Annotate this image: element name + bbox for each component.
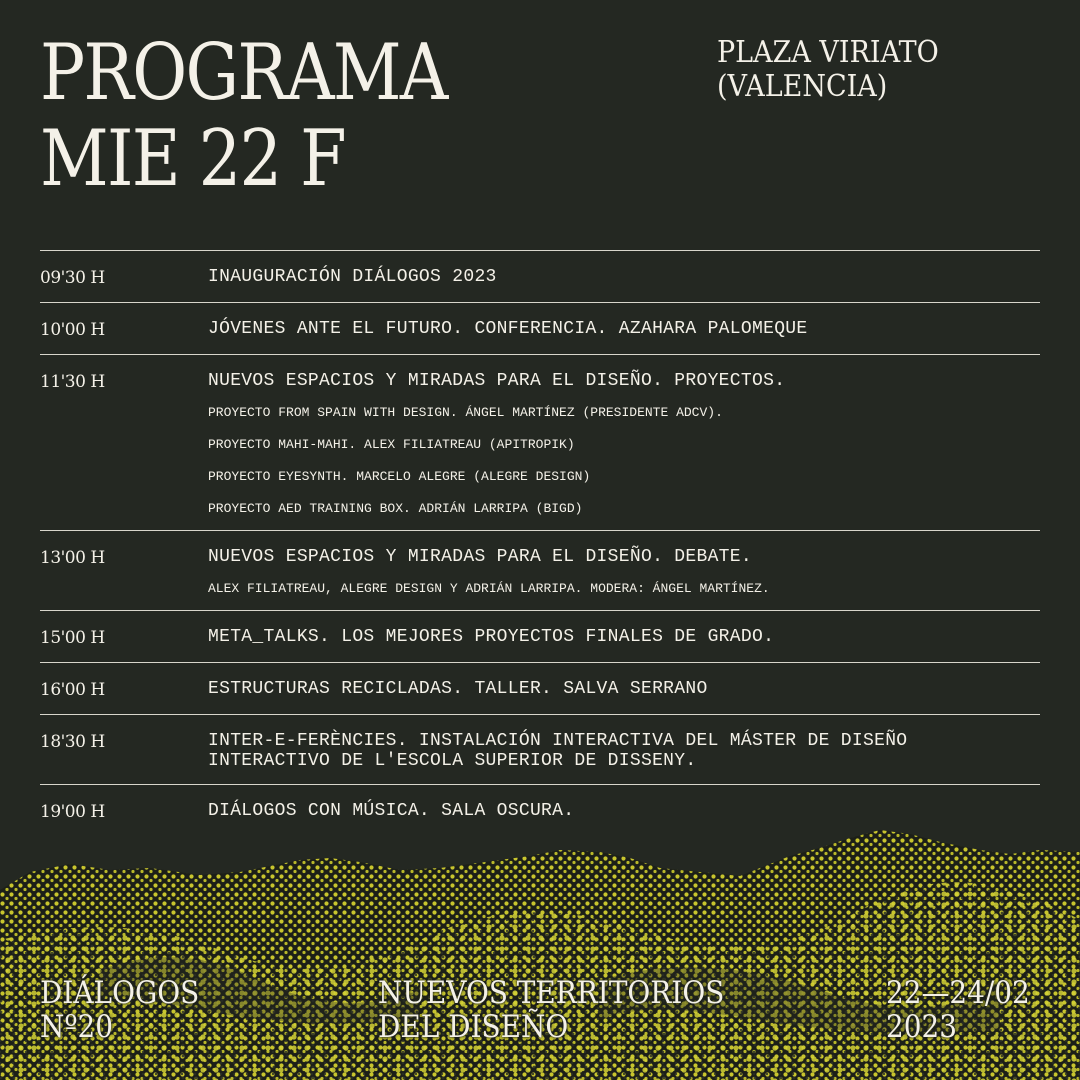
event-time: 15'00 H [40,628,105,648]
footer-theme [378,976,724,1044]
program-title-line1: PROGRAMA [40,28,447,118]
schedule-row [40,355,1040,531]
schedule-row [40,611,1040,663]
event-title: ESTRUCTURAS RECICLADAS. TALLER. SALVA SERRANO [208,679,708,699]
event-time: 16'00 H [40,680,105,700]
event-content [208,627,1040,649]
event-time: 09'30 H [40,268,105,288]
footer-theme-line1: NUEVOS TERRITORIOS [378,975,725,1011]
schedule-row [40,251,1040,303]
event-title: INAUGURACIÓN DIÁLOGOS 2023 [208,267,497,287]
event-content [208,679,1040,701]
event-time: 11'30 H [40,372,105,392]
venue-line1: PLAZA VIRIATO [717,35,939,70]
program-title-line2: MIE 22 F [40,114,345,204]
event-detail: PROYECTO AED TRAINING BOX. ADRIÁN LARRIPA (BIGD) [208,501,583,516]
schedule-row [40,303,1040,355]
footer-theme-line2: DEL DISEÑO [378,1009,569,1045]
program-title [40,30,447,202]
venue-line2: (VALENCIA) [717,69,888,104]
event-content [208,547,1040,597]
event-detail: PROYECTO MAHI-MAHI. ALEX FILIATREAU (APITROPIK) [208,437,575,452]
footer-dates-line2: 2023 [886,1009,958,1045]
event-time: 13'00 H [40,548,105,568]
schedule-table [40,250,1040,836]
event-content [208,371,1040,517]
event-title: NUEVOS ESPACIOS Y MIRADAS PARA EL DISEÑO. PROYECTOS. [208,371,786,391]
event-details [208,405,1040,517]
event-details [208,581,1040,597]
schedule-row [40,663,1040,715]
event-title: DIÁLOGOS CON MÚSICA. SALA OSCURA. [208,801,575,821]
event-time: 19'00 H [40,802,105,822]
schedule-row [40,531,1040,611]
event-time: 10'00 H [40,320,105,340]
venue [717,36,939,104]
event-content [208,267,1040,289]
event-title: META_TALKS. LOS MEJORES PROYECTOS FINALES DE GRADO. [208,627,775,647]
event-title: INTER-E-FERÈNCIES. INSTALACIÓN INTERACTIVA DEL MÁSTER DE DISEÑO INTERACTIVO DE L'ESCOLA SUPERIOR DE DISSENY. [208,731,908,771]
footer-edition-line1: DIÁLOGOS [40,975,200,1011]
footer-edition-line2: Nº20 [40,1009,114,1045]
event-detail: PROYECTO EYESYNTH. MARCELO ALEGRE (ALEGRE DESIGN) [208,469,591,484]
footer-edition [40,976,199,1044]
event-detail: PROYECTO FROM SPAIN WITH DESIGN. ÁNGEL MARTÍNEZ (PRESIDENTE ADCV). [208,405,723,420]
footer-dates [886,976,1030,1044]
event-time: 18'30 H [40,732,105,752]
event-title: NUEVOS ESPACIOS Y MIRADAS PARA EL DISEÑO. DEBATE. [208,547,752,567]
event-content [208,731,1040,771]
schedule-row [40,715,1040,785]
event-content [208,319,1040,341]
footer-dates-line1: 22—24/02 [886,975,1030,1011]
event-title: JÓVENES ANTE EL FUTURO. CONFERENCIA. AZAHARA PALOMEQUE [208,319,808,339]
event-detail: ALEX FILIATREAU, ALEGRE DESIGN Y ADRIÁN LARRIPA. MODERA: ÁNGEL MARTÍNEZ. [208,581,770,596]
